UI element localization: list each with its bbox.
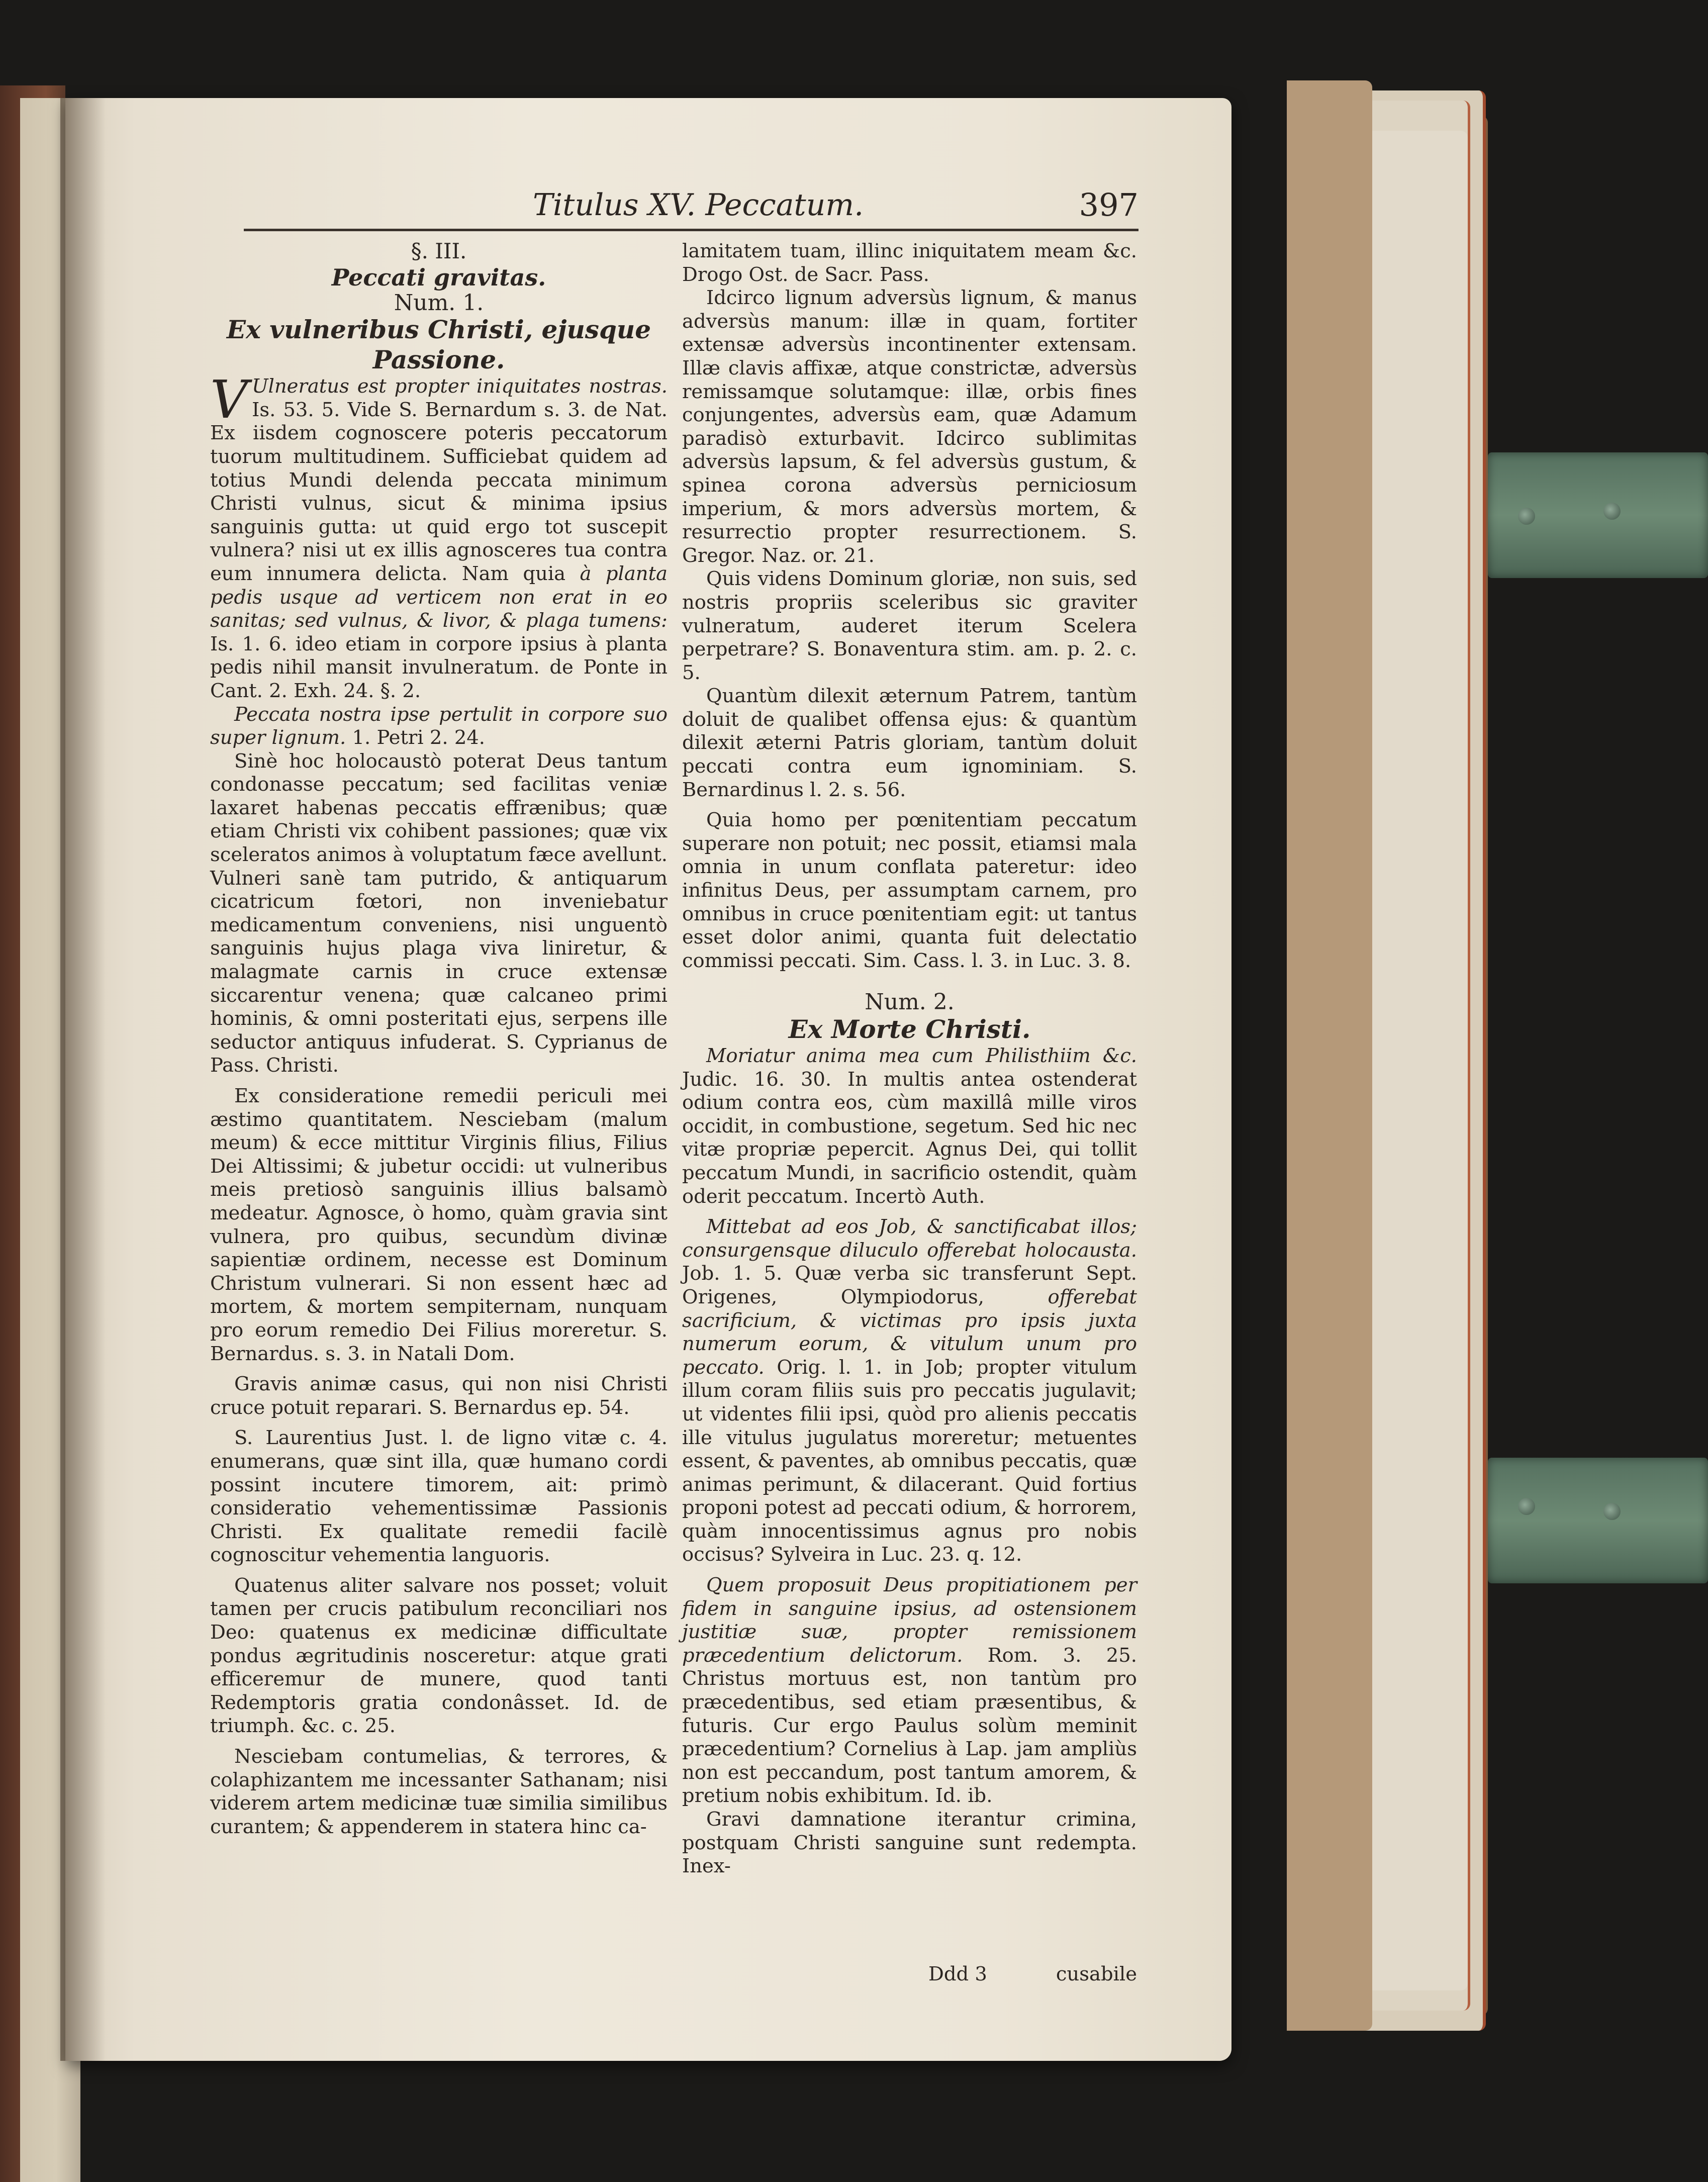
left-column — [210, 240, 668, 1839]
paragraph: Gravis animæ casus, qui non nisi Christi cruce potuit reparari. S. Bernardus ep. 54. — [210, 1373, 668, 1419]
paragraph: Gravi damnatione iterantur crimina, postquam Christi sanguine sunt redempta. Inex- — [682, 1808, 1137, 1878]
subsection-number: Num. 2. — [865, 989, 955, 1015]
paragraph: Nesciebam contumelias, & terrores, & colaphizantem me incessanter Sathanam; nisi viderem artem medicinæ tuæ similia similibus curantem; & appenderem in statera hinc ca- — [210, 1745, 668, 1838]
paragraph: Moriatur anima mea cum Philisthiim &c. Judic. 16. 30. In multis antea ostenderat odium contra eos, cùm maxillâ mille viros occidit, in combustione, segetum. Sed hic nec vitæ propriæ pepercit. Agnus Dei, qui tollit peccatum Mundi, in sacrificio ostendit, quàm oderit peccatum. Incertò Auth. — [682, 1045, 1137, 1208]
section-heading: Peccati gravitas. — [331, 263, 546, 291]
right-column — [682, 240, 1137, 1878]
paragraph: Ex consideratione remedii periculi mei æstimo quantitatem. Nesciebam (malum meum) & ecce mittitur Virginis filius, Filius Dei Altissimi; & jubetur occidi: ut vulneribus meis pretiosò sanguinis illius balsamò medeatur. Agnosce, ò homo, quàm gravia sint vulnera, pro quibus, secundùm divinæ sapientiæ ordinem, necesse est Dominum Christum vulnerari. Si non essent hæc ad mortem, & mortem sempiternam, nunquam pro eorum remedio Dei Filius moreretur. S. Bernardus. s. 3. in Natali Dom. — [210, 1085, 668, 1365]
book-page — [65, 98, 1231, 2061]
rivet-icon — [1518, 508, 1535, 525]
bottom-clasp — [1488, 1458, 1708, 1583]
paragraph: Quem proposuit Deus propitiationem per fidem in sanguine ipsius, ad ostensionem justitiæ suæ, propter remissionem præcedentium delictorum. Rom. 3. 25. Christus mortuus est, non tantùm pro præcedentibus, sed etiam præsentibus, & futuris. Cur ergo Paulus solùm meminit præcedentium? Cornelius à Lap. jam ampliùs non est peccandum, post tantum amorem, & pretium nobis exhibitum. Id. ib. — [682, 1574, 1137, 1808]
rivet-icon — [1603, 1503, 1621, 1520]
page-number: 397 — [1079, 186, 1138, 223]
header-rule — [244, 229, 1138, 231]
paragraph: V Ulneratus est propter iniquitates nostras. Is. 53. 5. Vide S. Bernardum s. 3. de Nat. Ex iisdem cognoscere poteris peccatorum tuorum multitudinem. Sufficiebat quidem ad totius Mundi delenda peccata minimum Christi vulnus, sicut & minima ipsius sanguinis gutta: ut quid ergo tot suscepit vulnera? nisi ut ex illis agnosceres tua contra eum innumera delicta. Nam quia à planta pedis usque ad verticem non erat in eo sanitas; sed vulnus, & livor, & plaga tumens: Is. 1. 6. ideo etiam in corpore ipsius à planta pedis nihil mansit invulneratum. de Ponte in Cant. 2. Exh. 24. §. 2. — [210, 369, 668, 702]
section-number: §. III. — [411, 239, 467, 263]
running-head — [244, 182, 1138, 223]
subsection-number: Num. 1. — [394, 290, 484, 316]
paragraph: Quantùm dilexit æternum Patrem, tantùm doluit de qualibet offensa ejus: & quantùm dilexit æterni Patris gloriam, tantùm doluit peccati contra eum ignominiam. S. Bernardinus l. 2. s. 56. — [682, 685, 1137, 801]
catchword: cusabile — [1056, 1963, 1137, 1985]
paragraph: Sinè hoc holocaustò poterat Deus tantum condonasse peccatum; sed facilitas veniæ laxaret habenas peccatis effrænibus; quæ etiam Christi vix cohibent passiones; quæ vix sceleratos animos à voluptatum fæce avellunt. Vulneri sanè tam putrido, & antiquarum cicatricum fœtori, non inveniebatur medicamentum conveniens, nisi unguentò sanguinis hujus plaga viva liniretur, & malagmate carnis in cruce extensæ siccarentur venena; quæ calcaneo primi hominis, & omni posteritati ejus, serpens ille seductor antiquus infuderat. S. Cyprianus de Pass. Christi. — [210, 749, 668, 1077]
page-edges — [1287, 80, 1372, 2031]
paragraph: Peccata nostra ipse pertulit in corpore suo super lignum. 1. Petri 2. 24. — [210, 703, 668, 749]
paragraph: lamitatem tuam, illinc iniquitatem meam &c. Drogo Ost. de Sacr. Pass. — [682, 240, 1137, 286]
top-clasp — [1488, 452, 1708, 578]
paragraph: Mittebat ad eos Job, & sanctificabat illos; consurgensque diluculo offerebat holocausta. Job. 1. 5. Quæ verba sic transferunt Sept. Origenes, Olympiodorus, offerebat sacrificium, & victimas pro ipsis juxta numerum eorum, & vitulum unum pro peccato. Orig. l. 1. in Job; propter vitulum illum coram filiis suis pro peccatis jugulavit; ut videntes filii ipsi, quòd pro alienis peccatis ille vitulus jugulatus moreretur; metuentes essent, & paventes, ab omnibus peccatis, quæ animas perimunt, & dilacerant. Quid fortius proponi potest ad peccati odium, & horrorem, quàm innocentissimus agnus pro nobis occisus? Sylveira in Luc. 23. q. 12. — [682, 1215, 1137, 1566]
subsection-heading: Ex Morte Christi. — [788, 1014, 1031, 1044]
paragraph: Idcirco lignum adversùs lignum, & manus adversùs manum: illæ in quam, fortiter extensæ adversùs incontinenter extensam. Illæ clavis affixæ, atque constrictæ, adversùs remissamque solutamque: illæ, orbis fines conjungentes, adversùs eam, quæ Adamum paradisò exturbavit. Idcirco sublimitas adversùs lapsum, & fel adversùs gustum, & spinea corona adversùs perniciosum imperium, & mors adversùs mortem, & resurrectio propter resurrectionem. S. Gregor. Naz. or. 21. — [682, 287, 1137, 567]
paragraph: Quia homo per pœnitentiam peccatum superare non potuit; nec possit, etiamsi mala omnia in unum conflata pateretur: ideo infinitus Deus, per assumptam carnem, pro omnibus in cruce pœnitentiam egit: ut tantus esset dolor animi, quanta fuit delectatio commissi peccati. Sim. Cass. l. 3. in Luc. 3. 8. — [682, 809, 1137, 972]
rivet-icon — [1518, 1498, 1535, 1515]
drop-cap: V — [210, 369, 248, 431]
paragraph: Quis videns Dominum gloriæ, non suis, sed nostris propriis sceleribus sic graviter vulneratum, auderet iterum Scelera perpetrare? S. Bonaventura stim. am. p. 2. c. 5. — [682, 567, 1137, 684]
paragraph: Quatenus aliter salvare nos posset; voluit tamen per crucis patibulum reconciliari nos Deo: quatenus ex medicinæ difficultate pondus ægritudinis nosceretur: atque grati efficeremur de munere, quod tanti Redemptoris gratia condonâsset. Id. de triumph. &c. c. 25. — [210, 1574, 668, 1738]
paragraph: S. Laurentius Just. l. de ligno vitæ c. 4. enumerans, quæ sint illa, quæ humano cordi possint incutere timorem, ait: primò consideratio vehementissimæ Passionis Christi. Ex qualitate remedii facilè cognoscitur vehementia languoris. — [210, 1427, 668, 1567]
running-title: Titulus XV. Peccatum. — [533, 187, 864, 223]
signature-mark: Ddd 3 — [928, 1963, 987, 1985]
rivet-icon — [1603, 503, 1621, 520]
page-footer — [682, 1963, 1137, 1988]
gutter-shadow — [60, 98, 106, 2061]
subsection-heading: Ex vulneribus Christi, ejusque Passione. — [226, 315, 651, 375]
